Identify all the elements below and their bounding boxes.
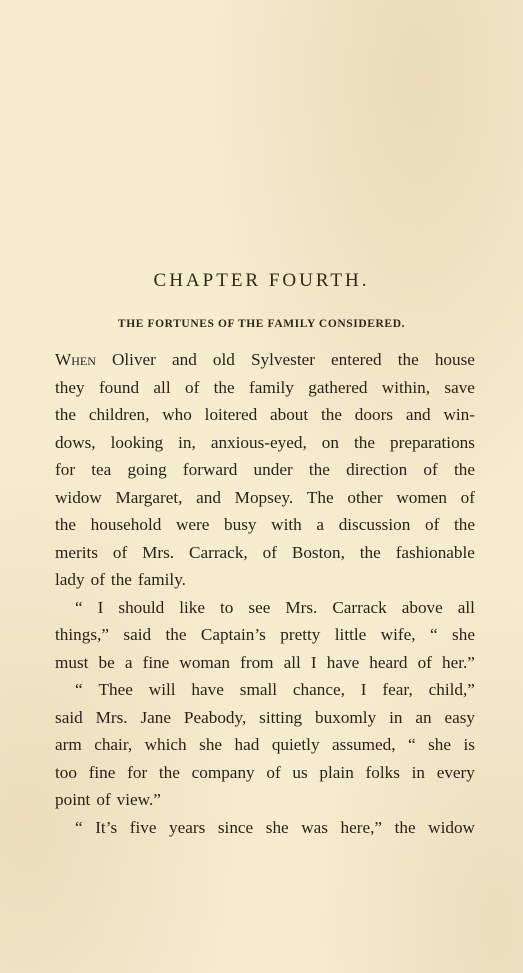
chapter-subtitle: THE FORTUNES OF THE FAMILY CONSIDERED. (117, 318, 406, 330)
text-line: the household were busy with a discussion of the (55, 515, 475, 534)
text-line: things,” said the Captain’s pretty little wife, “ she (55, 625, 475, 644)
text-line: When Oliver and old Sylvester entered the house (55, 350, 475, 369)
text-line: too fine for the company of us plain folks in every (55, 762, 475, 782)
text-line: for tea going forward under the direction of the (55, 460, 475, 479)
chapter-body (55, 346, 475, 841)
text-line: lady of the family. (55, 570, 186, 589)
chapter-title: CHAPTER FOURTH. (153, 270, 370, 291)
text-line: point of view.” (55, 790, 161, 809)
text-line: the children, who loitered about the doors and win- (55, 405, 475, 424)
text-line: merits of Mrs. Carrack, of Boston, the fashionable (55, 542, 475, 562)
text-line: “ I should like to see Mrs. Carrack above all (75, 597, 475, 617)
text-line: they found all of the family gathered within, save (55, 377, 475, 397)
text-line: must be a fine woman from all I have heard of her.” (55, 652, 475, 672)
text-line: said Mrs. Jane Peabody, sitting buxomly in an easy (55, 707, 475, 727)
text-line: arm chair, which she had quietly assumed, “ she is (55, 735, 475, 754)
text-line: dows, looking in, anxious-eyed, on the preparations (55, 432, 475, 452)
text-line: “ It’s five years since she was here,” the widow (75, 817, 475, 837)
text-line: widow Margaret, and Mopsey. The other women of (55, 487, 475, 507)
text-line: “ Thee will have small chance, I fear, child,” (75, 680, 475, 699)
